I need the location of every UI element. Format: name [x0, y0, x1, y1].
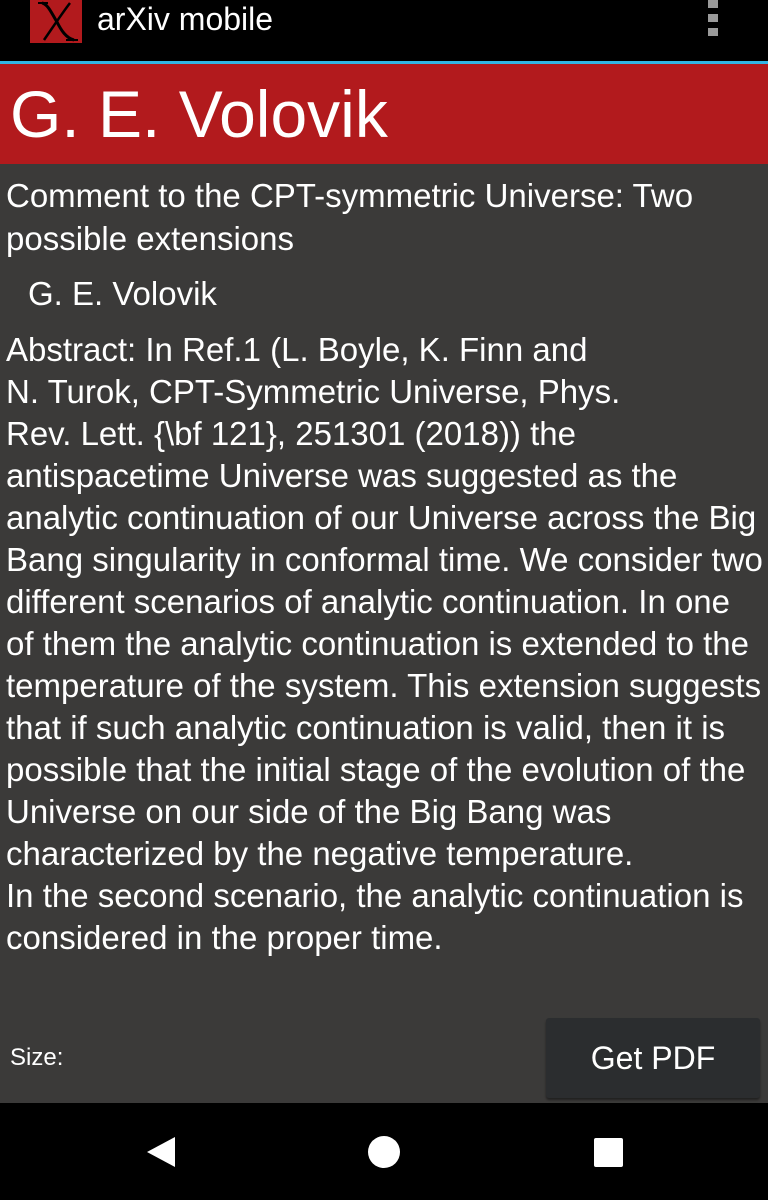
app-title: arXiv mobile [97, 1, 274, 37]
action-bar [0, 0, 768, 61]
author-header-name: G. E. Volovik [10, 77, 388, 151]
home-circle-icon[interactable] [339, 1103, 429, 1200]
get-pdf-button[interactable]: Get PDF [546, 1018, 760, 1098]
navigation-bar [0, 1103, 768, 1200]
paper-details [6, 174, 764, 959]
size-label: Size: [10, 1044, 64, 1071]
overflow-menu-icon[interactable] [698, 0, 728, 40]
paper-authors: G. E. Volovik [28, 275, 217, 312]
paper-title: Comment to the CPT-symmetric Universe: Two possible extensions [6, 177, 694, 257]
arxiv-x-logo-icon[interactable] [30, 0, 82, 43]
paper-abstract: Abstract: In Ref.1 (L. Boyle, K. Finn and N. Turok, CPT-Symmetric Universe, Phys. Rev. Lett. {\bf 121}, 251301 (2018)) the antispacetime Universe was suggested as the analytic continuation of our Universe across the Big Bang singularity in conformal time. We consider two different scenarios of analytic continuation. In one of them the analytic continuation is extended to the temperature of the system. This extension suggests that if such analytic continuation is valid, then it is possible that the initial stage of the evolution of the Universe on our side of the Big Bang was characterized by the negative temperature. In the second scenario, the analytic continuation is considered in the proper time. [6, 331, 763, 956]
back-triangle-icon[interactable] [115, 1103, 205, 1200]
author-header [0, 64, 768, 164]
recents-square-icon[interactable] [563, 1103, 653, 1200]
